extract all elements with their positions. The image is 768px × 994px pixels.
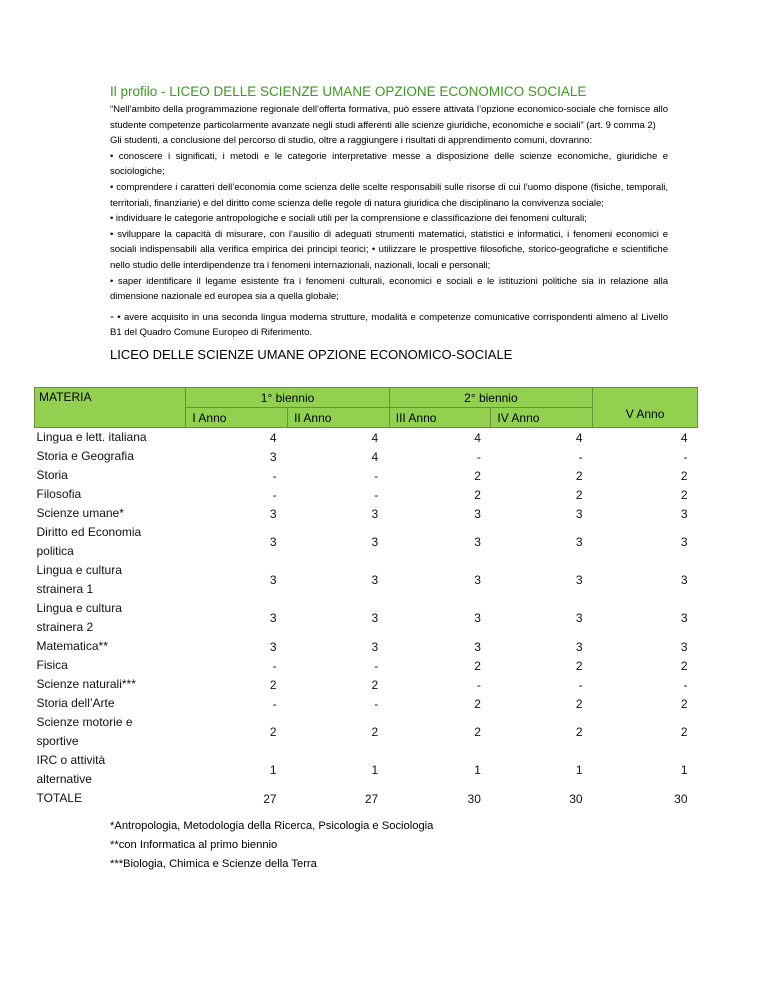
subject-line: Lingua e cultura — [36, 563, 122, 577]
hours-cell: 3 — [575, 611, 583, 625]
subject-cell — [35, 713, 186, 751]
profile-point: • conoscere i significati, i metodi e le categorie interpretative messe a disposizione delle scienze economiche, giuridiche e sociologiche; — [110, 150, 668, 178]
hours-cell: 3 — [474, 611, 481, 625]
hours-cell: 2 — [575, 725, 583, 739]
profile-point: • individuare le categorie antropologiche e sociali utili per la comprensione e classificazione dei fenomeni culturali; — [110, 213, 587, 225]
hours-cell: 3 — [575, 535, 583, 549]
hours-cell: - — [683, 677, 688, 692]
hours-cell: 3 — [269, 535, 277, 549]
hours-cell: 4 — [371, 430, 379, 445]
hours-cell: 3 — [680, 611, 688, 625]
hours-cell: 2 — [474, 658, 481, 673]
hours-cell: - — [374, 468, 379, 483]
hours-cell: - — [476, 449, 481, 464]
hours-cell: 2 — [371, 677, 379, 692]
hours-cell: 3 — [575, 573, 583, 587]
subject-line: strainera 2 — [36, 620, 94, 634]
table-row — [35, 656, 698, 675]
footnote: **con Informatica al primo biennio — [110, 839, 278, 851]
table-row — [35, 466, 698, 485]
hours-cell: 2 — [680, 696, 688, 711]
hours-cell: 3 — [680, 535, 688, 549]
hours-cell: 3 — [474, 535, 481, 549]
hours-cell: 2 — [575, 658, 583, 673]
table-row — [35, 504, 698, 523]
header-anno-2: II Anno — [288, 408, 390, 428]
table-row — [35, 675, 698, 694]
subject-cell — [35, 561, 186, 599]
hours-cell: 1 — [575, 763, 583, 777]
hours-cell: 3 — [371, 535, 379, 549]
hours-cell: 2 — [680, 487, 688, 502]
hours-cell: 4 — [371, 449, 379, 464]
hours-cell: 4 — [680, 430, 688, 445]
hours-cell: 2 — [474, 468, 481, 483]
footnotes — [110, 817, 433, 874]
hours-cell: 2 — [269, 677, 277, 692]
hours-cell: 3 — [474, 639, 481, 654]
table-row — [35, 485, 698, 504]
hours-cell: - — [683, 449, 688, 464]
hours-cell: 2 — [474, 725, 481, 739]
hours-cell: 4 — [575, 430, 583, 445]
hours-cell: - — [272, 658, 277, 673]
profile-point-last — [110, 309, 668, 341]
subject-line: strainera 1 — [36, 582, 94, 596]
hours-cell: 1 — [269, 763, 277, 777]
hours-cell: 3 — [575, 639, 583, 654]
subject-line: Scienze motorie e — [36, 715, 133, 729]
hours-cell: - — [272, 468, 277, 483]
table-row — [35, 523, 698, 561]
hours-cell: 3 — [269, 506, 277, 521]
hours-cell: 30 — [569, 791, 583, 806]
header-materia: MATERIA — [35, 388, 186, 428]
subject-line: politica — [36, 544, 74, 558]
subject-line: Lingua e cultura — [36, 601, 122, 615]
profile-point: • comprendere i caratteri dell’economia come scienza delle scelte responsabili sulle risorse di cui l’uomo dispone (fisiche, temporali, territoriali, finanziarie) e del diritto come scienza delle regole di natura giuridica che disciplinano la convivenza sociale; — [110, 181, 668, 209]
subject-line: IRC o attività — [36, 753, 106, 767]
footnote: *Antropologia, Metodologia della Ricerca, Psicologia e Sociologia — [110, 820, 434, 832]
profile-title: Il profilo - LICEO DELLE SCIENZE UMANE OPZIONE ECONOMICO SOCIALE — [110, 84, 587, 99]
profile-point: • sviluppare la capacità di misurare, con l’ausilio di adeguati strumenti matematici, statistici e informatici, i fenomeni economici e sociali indispensabili alla verifica empirica dei principi teorici; • utilizzare le prospettive filosofiche, storico-geografiche e scientifiche nello studio delle interdipendenze tra i fenomeni internazionali, nazionali, locali e personali; — [110, 228, 668, 271]
hours-cell: - — [374, 696, 379, 711]
hours-cell: - — [476, 677, 481, 692]
table-title: LICEO DELLE SCIENZE UMANE OPZIONE ECONOMICO-SOCIALE — [110, 347, 513, 362]
profile-point-text: • avere acquisito in una seconda lingua moderna strutture, modalità e competenze comunicative corrispondenti almeno al Livello B1 del Quadro Comune Europeo di Riferimento. — [110, 311, 668, 339]
profile-point: • saper identificare il legame esistente fra i fenomeni culturali, economici e sociali e le istituzioni politiche sia in relazione alla dimensione nazionale ed europea sia a quella globale; — [110, 275, 668, 303]
subject-cell — [35, 751, 186, 789]
hours-cell: 2 — [680, 725, 688, 739]
subject-cell: Matematica** — [36, 639, 108, 653]
subject-cell: Scienze umane* — [36, 506, 124, 520]
hours-cell: 3 — [680, 639, 688, 654]
hours-cell: 2 — [680, 468, 688, 483]
hours-cell: 3 — [474, 573, 481, 587]
hours-cell: 3 — [371, 611, 379, 625]
profile-quote: “Nell’ambito della programmazione regionale dell’offerta formativa, può essere attivata l’opzione economico-sociale che fornisce allo studente competenze particolarmente avanzate negli studi afferenti alle scienze giuridiche, economiche e sociali” (art. 9 comma 2) — [110, 104, 668, 131]
hours-cell: - — [578, 449, 583, 464]
subject-cell: TOTALE — [36, 791, 83, 805]
header-anno-3: III Anno — [389, 408, 491, 428]
hours-cell: 3 — [371, 506, 379, 521]
subject-cell: Fisica — [36, 658, 68, 672]
subject-cell — [35, 599, 186, 637]
table-row-total — [35, 789, 698, 808]
hours-cell: - — [272, 696, 277, 711]
subject-line: alternative — [36, 772, 92, 786]
profile-text — [110, 102, 668, 341]
subject-cell: Lingua e lett. italiana — [36, 430, 147, 444]
subject-cell — [35, 523, 186, 561]
header-anno-4: IV Anno — [491, 408, 593, 428]
hours-cell: - — [272, 487, 277, 502]
hours-cell: 1 — [474, 763, 481, 777]
hours-cell: 27 — [263, 791, 277, 806]
subject-cell: Filosofia — [36, 487, 82, 501]
subject-cell: Storia — [36, 468, 68, 482]
table-row — [35, 561, 698, 599]
hours-cell: 2 — [575, 468, 583, 483]
subject-cell: Storia e Geografia — [36, 449, 134, 463]
subject-line: sportive — [36, 734, 79, 748]
header-anno-1: I Anno — [186, 408, 288, 428]
header-biennio-1: 1° biennio — [186, 388, 389, 408]
table-row — [35, 599, 698, 637]
header-biennio-2: 2° biennio — [389, 388, 592, 408]
hours-cell: 3 — [371, 573, 379, 587]
hours-cell: 4 — [474, 430, 481, 445]
hours-cell: - — [374, 487, 379, 502]
table-row — [35, 447, 698, 466]
hours-cell: 2 — [575, 696, 583, 711]
hours-cell: 2 — [269, 725, 277, 739]
hours-cell: 3 — [680, 573, 688, 587]
hours-cell: 27 — [364, 791, 379, 806]
table-row — [35, 637, 698, 656]
hours-cell: 3 — [474, 506, 481, 521]
profile-intro: Gli studenti, a conclusione del percorso di studio, oltre a raggiungere i risultati di apprendimento comuni, dovranno: — [110, 135, 593, 147]
hours-cell: 4 — [269, 430, 277, 445]
hours-cell: 3 — [269, 449, 277, 464]
table-row — [35, 694, 698, 713]
subject-cell: Storia dell’Arte — [36, 696, 115, 710]
hours-cell: 2 — [474, 487, 481, 502]
hours-cell: 30 — [467, 791, 481, 806]
hours-cell: 2 — [371, 725, 379, 739]
hours-cell: 1 — [680, 763, 688, 777]
hours-cell: 1 — [371, 763, 379, 777]
curriculum-table — [34, 387, 698, 808]
hours-cell: 3 — [269, 573, 277, 587]
dash-marker: - — [110, 308, 114, 323]
hours-cell: 2 — [474, 696, 481, 711]
footnote: ***Biologia, Chimica e Scienze della Terra — [110, 858, 317, 870]
hours-cell: - — [374, 658, 379, 673]
table-row — [35, 751, 698, 789]
subject-cell: Scienze naturali*** — [36, 677, 136, 691]
hours-cell: - — [578, 677, 583, 692]
hours-cell: 3 — [680, 506, 688, 521]
subject-line: Diritto ed Economia — [36, 525, 142, 539]
hours-cell: 2 — [680, 658, 688, 673]
hours-cell: 3 — [269, 639, 277, 654]
table-row — [35, 713, 698, 751]
table-row — [35, 428, 698, 448]
hours-cell: 2 — [575, 487, 583, 502]
hours-cell: 3 — [575, 506, 583, 521]
hours-cell: 3 — [269, 611, 277, 625]
hours-cell: 30 — [674, 791, 688, 806]
hours-cell: 3 — [371, 639, 379, 654]
header-anno-v: V Anno — [593, 388, 698, 428]
